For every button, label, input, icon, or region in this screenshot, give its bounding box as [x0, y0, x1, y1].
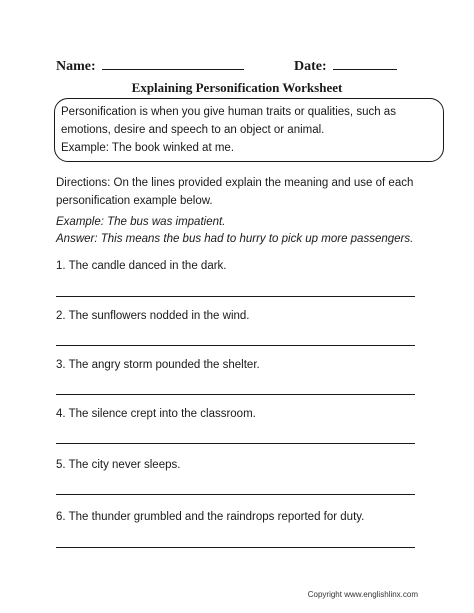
answer-line-5[interactable]: [56, 494, 415, 495]
question-2: 2. The sunflowers nodded in the wind.: [56, 310, 250, 322]
answer-line-3[interactable]: [56, 394, 415, 395]
name-blank-line[interactable]: [102, 55, 244, 70]
definition-line-1: Personification is when you give human traits or qualities, such as: [61, 106, 396, 118]
question-4: 4. The silence crept into the classroom.: [56, 408, 256, 420]
answer-line-2[interactable]: [56, 345, 415, 346]
example-answer-line: Answer: This means the bus had to hurry to pick up more passengers.: [56, 233, 414, 245]
definition-line-2: emotions, desire and speech to an object or animal.: [61, 124, 325, 136]
definition-line-3: Example: The book winked at me.: [61, 142, 235, 154]
name-field-row: [56, 55, 244, 75]
date-label: Date:: [294, 59, 327, 74]
question-3: 3. The angry storm pounded the shelter.: [56, 359, 260, 371]
date-blank-line[interactable]: [333, 55, 397, 70]
answer-line-1[interactable]: [56, 296, 415, 297]
answer-line-6[interactable]: [56, 547, 415, 548]
example-block: [56, 214, 446, 248]
directions: [56, 174, 436, 210]
date-field-row: [294, 55, 397, 75]
directions-line-2: personification example below.: [56, 195, 213, 207]
copyright-notice: Copyright www.englishlinx.com: [307, 590, 418, 599]
question-1: 1. The candle danced in the dark.: [56, 260, 227, 272]
example-line: Example: The bus was impatient.: [56, 216, 226, 228]
question-5: 5. The city never sleeps.: [56, 459, 181, 471]
definition-box: [54, 98, 444, 162]
name-label: Name:: [56, 59, 96, 74]
page-title: Explaining Personification Worksheet: [131, 80, 343, 95]
answer-line-4[interactable]: [56, 443, 415, 444]
directions-line-1: Directions: On the lines provided explain the meaning and use of each: [56, 177, 414, 189]
question-6: 6. The thunder grumbled and the raindrops reported for duty.: [56, 511, 365, 523]
